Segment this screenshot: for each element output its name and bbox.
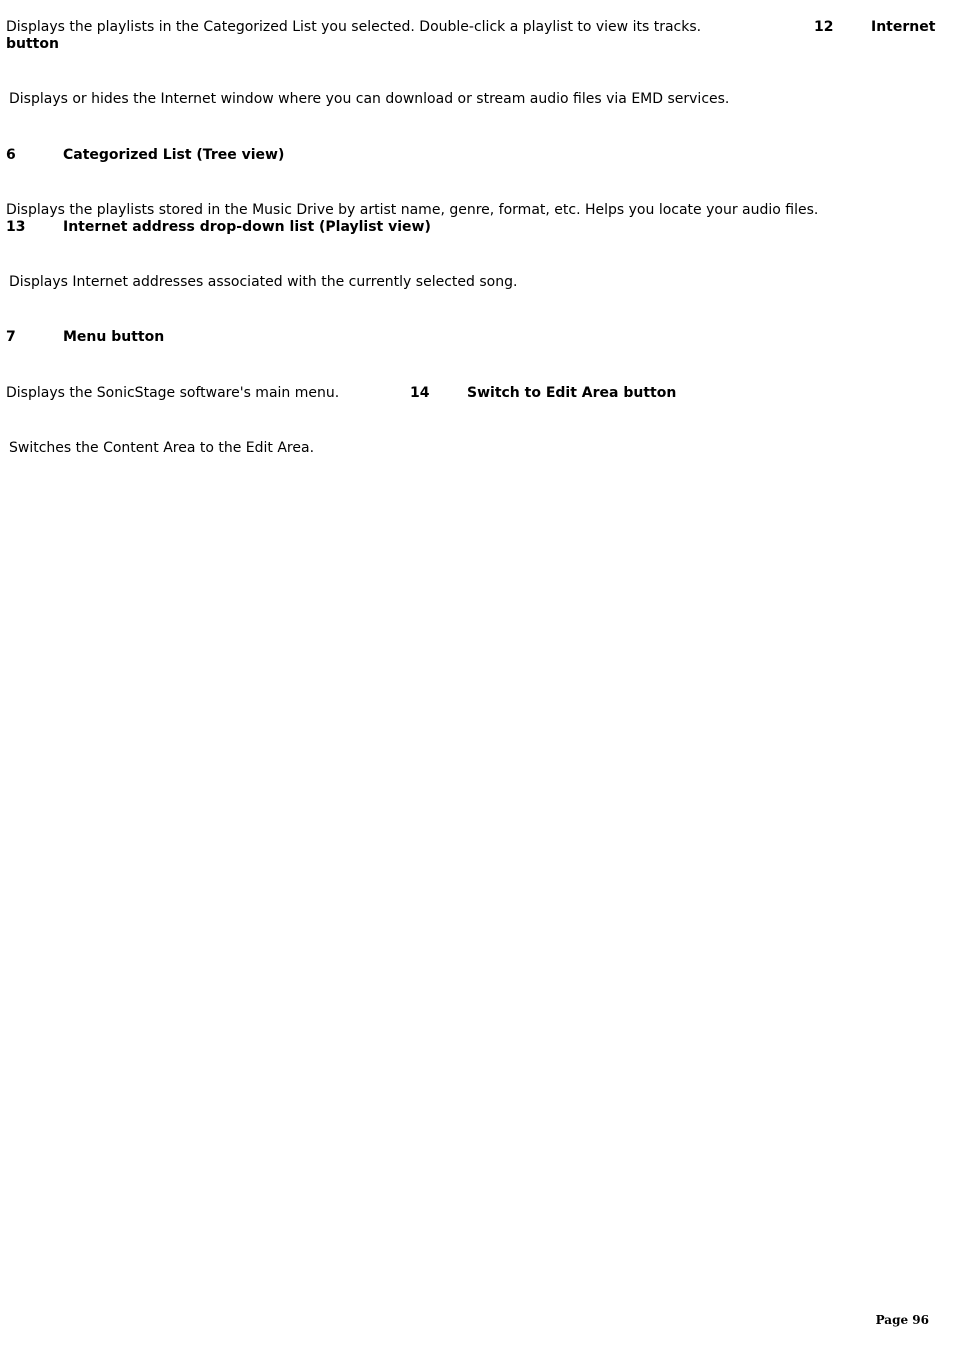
item-6-title: Categorized List (Tree view) xyxy=(63,147,285,163)
item-7-number: 7 xyxy=(6,329,16,345)
item-13-title: Internet address drop-down list (Playlist view) xyxy=(63,219,431,235)
item-6-number: 6 xyxy=(6,147,16,163)
item-14-title: Switch to Edit Area button xyxy=(467,385,677,401)
item-12-description: Displays or hides the Internet window where you can download or stream audio files via EMD services. xyxy=(9,91,730,107)
item-7-title: Menu button xyxy=(63,329,165,345)
item-13-description: Displays Internet addresses associated with the currently selected song. xyxy=(9,274,518,290)
item-12-title-continued: button xyxy=(6,36,59,52)
page-number: Page 96 xyxy=(875,1313,929,1327)
item-12-number: 12 xyxy=(814,19,834,35)
item-7-description: Displays the SonicStage software's main menu. xyxy=(6,385,340,401)
item-14-number: 14 xyxy=(410,385,430,401)
item-13-number: 13 xyxy=(6,219,26,235)
item-14-description: Switches the Content Area to the Edit Area. xyxy=(9,440,315,456)
item-12-title: Internet xyxy=(871,19,936,35)
item-6-description: Displays the playlists stored in the Music Drive by artist name, genre, format, etc. Helps you locate your audio files. xyxy=(6,202,819,218)
playlist-view-description: Displays the playlists in the Categorized List you selected. Double-click a playlist to view its tracks. xyxy=(6,19,702,35)
